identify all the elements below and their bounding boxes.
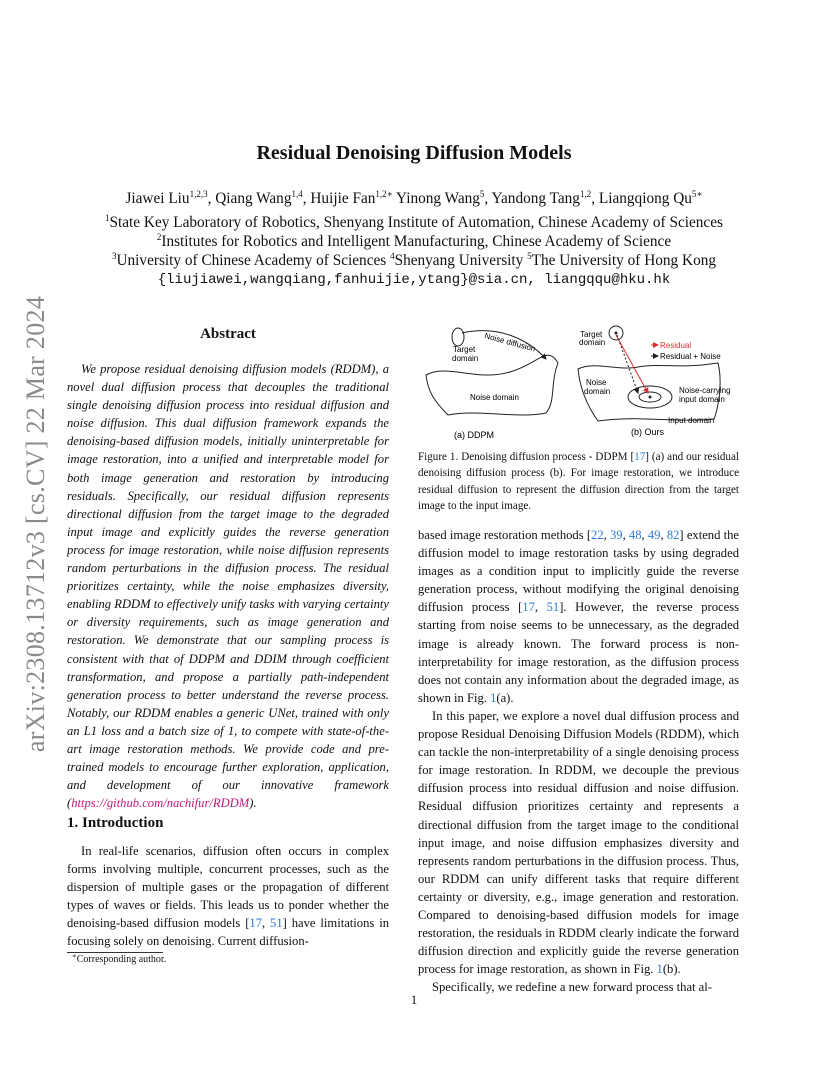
target-label-l1-b: Target [580, 330, 603, 339]
figure-link[interactable]: 1 [490, 690, 497, 705]
author-emails: {liujiawei,wangqiang,fanhuijie,ytang}@sia.cn, liangqqu@hku.hk [157, 272, 671, 288]
citation-link[interactable]: 82 [666, 528, 680, 542]
citation-link[interactable]: 22 [591, 528, 604, 542]
affiliation-2: $^2$Institutes for Robotics and Intelligent Manufacturing, Chinese Academy of Science [156, 232, 672, 250]
affiliation-1: $^1$State Key Laboratory of Robotics, Shenyang Institute of Automation, Chinese Academy of Sciences [105, 213, 723, 231]
target-label-l2: domain [452, 354, 479, 363]
figure-1 [418, 323, 739, 447]
code-link[interactable]: https://github.com/nachifur/RDDM [71, 796, 250, 811]
target-point [615, 332, 618, 335]
residual-noise-arrow [617, 335, 638, 393]
noise-label-l1: Noise [586, 378, 607, 387]
arxiv-stamp-text: arXiv:2308.13712v3 [cs.CV] 22 Mar 2024 [21, 295, 50, 753]
target-domain-ellipse [452, 328, 464, 346]
page-number: 1 [410, 992, 418, 1007]
target-label-l1: Target [453, 345, 476, 354]
intro-paragraph: In real-life scenarios, diffusion often occurs in complex forms involving multiple, concurrent processes, such as the dispersion of multiple gases or the propagation of different types of waves or fields. This leads us to ponder whether the denoising-based diffusion models [17, 51] have limitations in focusing solely on denoising. Current diffusion- [67, 844, 389, 949]
noise-domain-label: Noise domain [470, 393, 519, 402]
citation-link[interactable]: 17 [249, 916, 262, 931]
citation-link[interactable]: 51 [546, 600, 560, 615]
footnote-rule [67, 952, 163, 953]
subfigure-b-label: (b) Ours [631, 427, 665, 437]
noise-carrying-label-l1: Noise-carrying [679, 386, 731, 395]
footnote: ∗Corresponding author. [72, 952, 167, 965]
abstract-heading: Abstract [200, 326, 256, 342]
noise-label-l2: domain [584, 387, 611, 396]
figure-link[interactable]: 1 [656, 962, 663, 977]
citation-link[interactable]: 17 [634, 451, 646, 463]
residual-arrow [616, 335, 648, 393]
figure-caption: Figure 1. Denoising diffusion process - DDPM [17] (a) and our residual denoising diffusion process (b). For image restoration, we introduce residual diffusion to represent the diffusion direction from the target image to the input image. [418, 451, 739, 513]
subfigure-a-label: (a) DDPM [454, 430, 494, 440]
noise-domain-blob [426, 355, 558, 415]
citation-link[interactable]: 39 [609, 528, 623, 542]
citation-link[interactable]: 49 [647, 528, 661, 542]
citation-link[interactable]: 51 [270, 916, 283, 931]
rddm-panel [578, 326, 731, 437]
citation-link[interactable]: 48 [628, 528, 642, 542]
right-last-paragraph: Specifically, we redefine a new forward process that al- [432, 980, 712, 995]
residual-noise-label: Residual + Noise [660, 352, 721, 361]
ddpm-panel [426, 328, 558, 440]
intro-heading: 1. Introduction [67, 815, 164, 831]
affiliation-3-4-5: $^3$University of Chinese Academy of Sciences $^4$Shenyang University $^5$The University of Hong Kong [111, 251, 717, 269]
input-domain-label: Input domain [668, 416, 715, 425]
right-column-body: based image restoration methods [22, 39, 48, 49, 82] extend the diffusion model to image restoration tasks by using degraded images as a condition input to implicitly guide the reverse generation process, without modifying the original denoising diffusion process [17, 51]. However, the reverse process starting from noise seems to be unnecessary, as the degraded image is already known. The forward process is non-interpretability for image restoration, as the diffusion process does not contain any information about the degraded image, as shown in Fig. 1(a). In this paper, we explore a novel dual diffusion process and propose Residual Denoising Diffusion Models (RDDM), which can tackle the non-interpretability of a single denoising process for image restoration. In RDDM, we decouple the previous diffusion process into residual diffusion and noise diffusion. Residual diffusion prioritizes certainty and represents a directional diffusion from the target image to the conditional input image, and noise diffusion emphasizes diversity and represents random perturbations in the diffusion process. Thus, our RDDM can unify different tasks that require different certainty or diversity, e.g., image generation and restoration. Compared to denoising-based diffusion models for image restoration, the residuals in RDDM clearly indicate the forward diffusion direction and explicitly guide the reverse generation process for image restoration, as shown in Fig. 1(b). Specifically, we redefine a new forward process that al- [418, 526, 739, 996]
noise-diffusion-label: Noise diffusion [483, 331, 537, 354]
input-point [649, 396, 652, 399]
residual-label: Residual [660, 341, 692, 350]
noise-carrying-label-l2: input domain [679, 395, 725, 404]
paper-title: Residual Denoising Diffusion Models [256, 142, 572, 164]
target-label-l2-b: domain [579, 338, 606, 347]
citation-link[interactable]: 17 [522, 600, 535, 615]
author-list: Jiawei Liu$^{1,2,3}$, Qiang Wang$^{1,4}$, Huijie Fan$^{1,2∗}$ Yinong Wang$^5$, Yandong Tang$^{1,2}$, Liangqiong $Qu^{5∗}$ [125, 189, 703, 207]
abstract-body: We propose residual denoising diffusion models (RDDM), a novel dual diffusion process that decouples the traditional single denoising diffusion process into residual diffusion and noise diffusion. This dual diffusion framework expands the denoising-based diffusion models, initially uninterpretable for image restoration, into a unified and interpretable model for both image generation and restoration by introducing residuals. Specifically, our residual diffusion represents directional diffusion from the target image to the degraded input image and explicitly guides the reverse generation process for image restoration, while noise diffusion represents random perturbations in the diffusion process. The residual prioritizes certainty, while the noise emphasizes diversity, enabling RDDM to effectively unify tasks with varying certainty or diversity requirements, such as image generation and restoration. We demonstrate that our sampling process is consistent with that of DDPM and DDIM through coefficient transformation, and propose a partially path-independent generation process to better understand the reverse process. Notably, our RDDM enables a generic UNet, trained with only an L1 loss and a batch size of 1, to compete with state-of-the-art image restoration methods. We provide code and pre-trained models to encourage further exploration, application, and development of our innovative framework (https://github.com/nachifur/RDDM). [67, 362, 389, 811]
